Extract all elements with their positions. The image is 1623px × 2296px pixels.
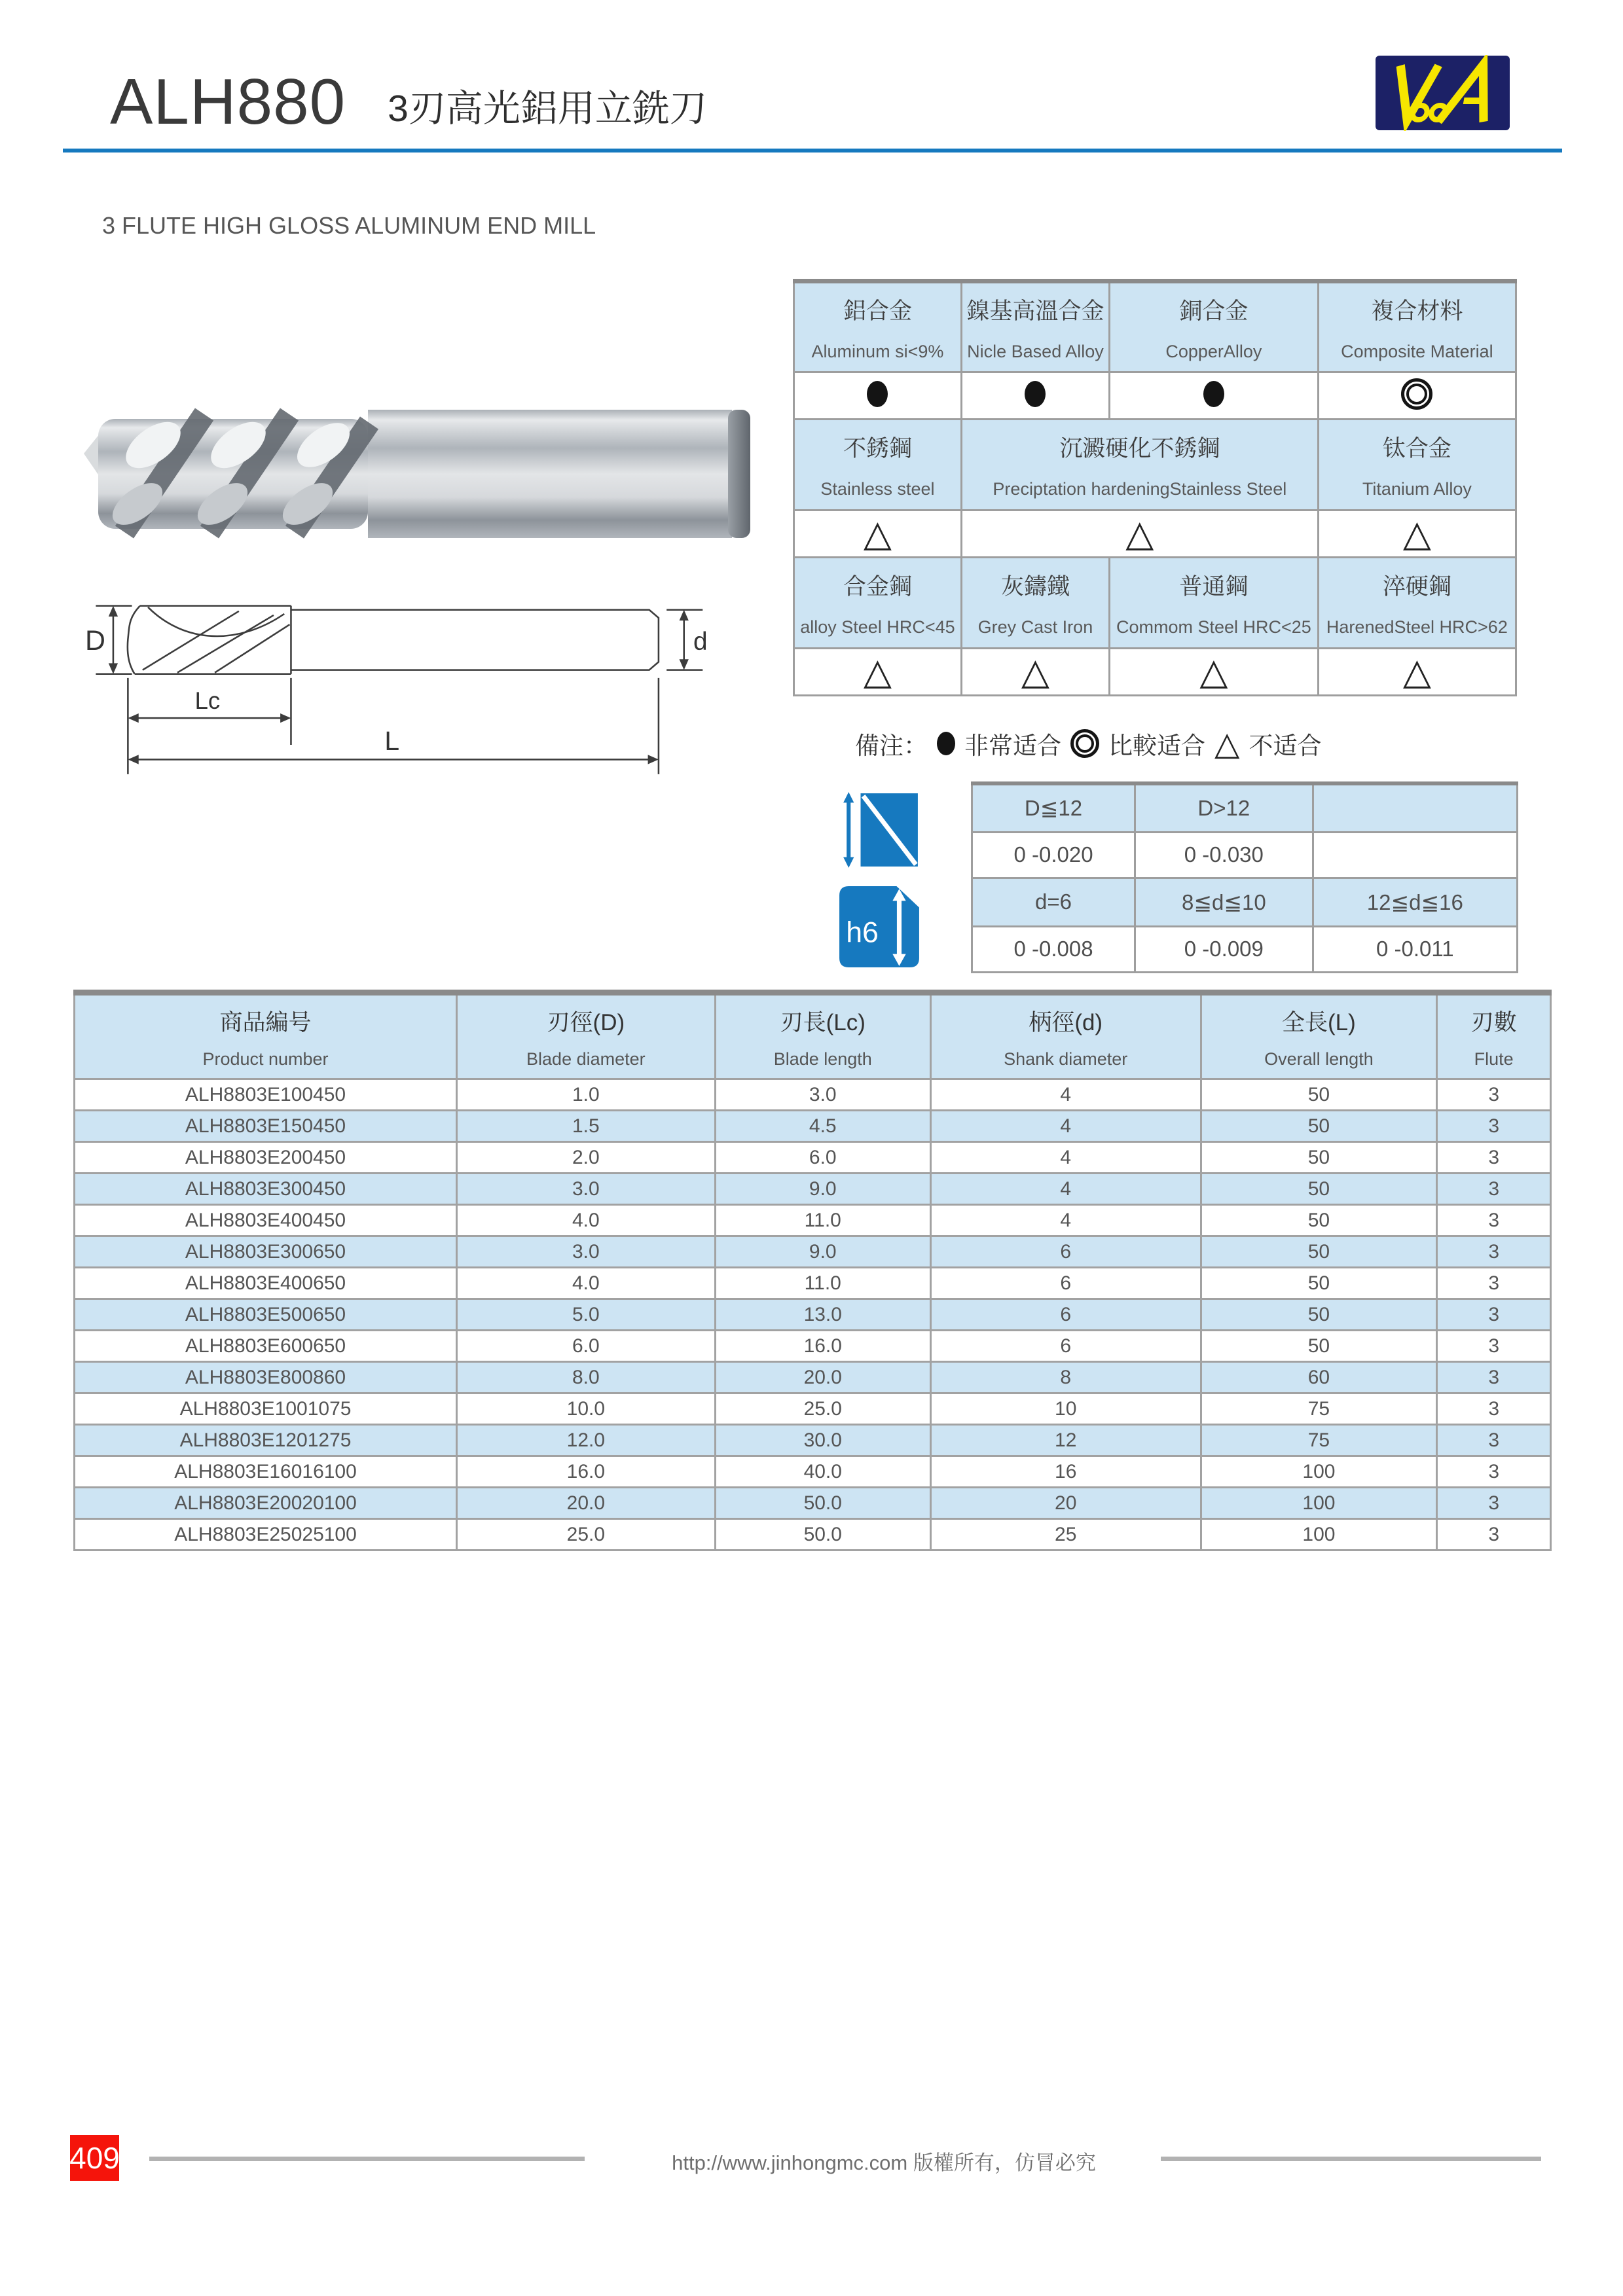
spec-value-cell: 3 — [1437, 1174, 1551, 1205]
table-header-row — [75, 993, 1551, 1079]
endmill-photo-image — [73, 385, 761, 562]
spec-value-cell: 50 — [1201, 1236, 1437, 1268]
table-row — [972, 783, 1518, 832]
table-row — [972, 878, 1518, 926]
material-name-en: Preciptation hardeningStainless Steel — [993, 478, 1287, 499]
dim-label-Lc: Lc — [194, 687, 221, 714]
h6-shank-tolerance-icon — [838, 885, 921, 969]
suitability-symbol-cell — [961, 372, 1109, 420]
table-row — [794, 511, 1516, 558]
product-number-cell: ALH8803E400450 — [75, 1205, 457, 1236]
product-spec-table — [73, 990, 1552, 1551]
suitability-symbol-cell — [794, 511, 962, 558]
spec-value-cell: 60 — [1201, 1362, 1437, 1393]
triangle-icon: △ — [1199, 650, 1228, 693]
product-number-cell: ALH8803E600650 — [75, 1331, 457, 1362]
legend-item-text: 不适合 — [1249, 732, 1322, 759]
material-name-en: Composite Material — [1341, 341, 1493, 361]
subtitle-cn: 3刃高光鋁用立銑刀 — [388, 88, 707, 130]
spec-value-cell: 25.0 — [457, 1519, 716, 1551]
table-row — [75, 1393, 1551, 1425]
tolerance-cell — [1313, 832, 1517, 878]
endmill-photo — [73, 385, 761, 562]
dim-label-D: D — [85, 625, 105, 656]
spec-value-cell: 20 — [930, 1488, 1201, 1519]
table-row — [75, 1362, 1551, 1393]
spec-value-cell: 6.0 — [715, 1142, 930, 1174]
tolerance-cell: D>12 — [1135, 783, 1313, 832]
spec-value-cell: 4.0 — [457, 1205, 716, 1236]
spec-value-cell: 12 — [930, 1425, 1201, 1456]
spec-value-cell: 3 — [1437, 1393, 1551, 1425]
spec-value-cell: 3 — [1437, 1205, 1551, 1236]
material-header-cell — [961, 281, 1109, 372]
double-circle-icon — [1401, 378, 1432, 410]
spec-value-cell: 20.0 — [715, 1362, 930, 1393]
material-name-cn: 灰鑄鐵 — [1000, 573, 1070, 600]
triangle-icon: △ — [1402, 512, 1431, 555]
filled-circle-icon — [1203, 381, 1224, 407]
suitability-symbol-cell — [794, 372, 962, 420]
material-name-en: CopperAlloy — [1165, 341, 1262, 361]
spec-value-cell: 6 — [930, 1299, 1201, 1331]
spec-value-cell: 75 — [1201, 1425, 1437, 1456]
dimension-diagram — [84, 581, 725, 783]
spec-value-cell: 3.0 — [457, 1174, 716, 1205]
spec-value-cell: 4 — [930, 1205, 1201, 1236]
suitability-symbol-cell — [961, 511, 1318, 558]
column-header — [75, 993, 457, 1079]
material-name-en: alloy Steel HRC<45 — [800, 617, 955, 637]
spec-value-cell: 16 — [930, 1456, 1201, 1488]
spec-value-cell: 1.5 — [457, 1111, 716, 1142]
material-name-cn: 沉澱硬化不銹鋼 — [1059, 435, 1220, 461]
dim-label-L: L — [384, 726, 400, 757]
product-number-cell: ALH8803E150450 — [75, 1111, 457, 1142]
spec-value-cell: 10 — [930, 1393, 1201, 1425]
table-row — [972, 926, 1518, 972]
table-row — [794, 281, 1516, 372]
material-header-cell — [1318, 558, 1516, 649]
tolerance-cell: D≦12 — [972, 783, 1135, 832]
material-name-cn: 普通鋼 — [1179, 573, 1249, 600]
spec-value-cell: 16.0 — [457, 1456, 716, 1488]
suitability-symbol-cell — [1110, 372, 1319, 420]
material-header-cell — [1318, 420, 1516, 511]
suitability-symbol-cell — [1318, 372, 1516, 420]
legend-item-text: 比較适合 — [1108, 732, 1205, 759]
material-header-cell — [1110, 281, 1319, 372]
spec-value-cell: 100 — [1201, 1519, 1437, 1551]
spec-value-cell: 50.0 — [715, 1519, 930, 1551]
tolerance-cell: 0 -0.008 — [972, 926, 1135, 972]
table-row — [794, 649, 1516, 696]
dimension-diagram-image — [84, 581, 725, 783]
spec-value-cell: 4 — [930, 1079, 1201, 1111]
column-header-cn: 刃數 — [1470, 1009, 1517, 1035]
suitability-legend — [855, 724, 1321, 763]
spec-value-cell: 4 — [930, 1174, 1201, 1205]
spec-value-cell: 10.0 — [457, 1393, 716, 1425]
spec-value-cell: 4.0 — [457, 1268, 716, 1299]
suitability-symbol-cell — [1110, 649, 1319, 696]
tolerance-cell: 0 -0.020 — [972, 832, 1135, 878]
spec-value-cell: 6.0 — [457, 1331, 716, 1362]
material-name-cn: 不銹鋼 — [843, 435, 912, 461]
spec-value-cell: 3 — [1437, 1488, 1551, 1519]
spec-value-cell: 50 — [1201, 1299, 1437, 1331]
column-header-en: Product number — [202, 1049, 329, 1069]
spec-value-cell: 30.0 — [715, 1425, 930, 1456]
spec-value-cell: 6 — [930, 1236, 1201, 1268]
column-header — [715, 993, 930, 1079]
material-name-en: Aluminum si<9% — [811, 341, 944, 361]
spec-value-cell: 50 — [1201, 1205, 1437, 1236]
column-header-cn: 商品編号 — [219, 1009, 312, 1035]
product-number-cell: ALH8803E300650 — [75, 1236, 457, 1268]
page-title: ALH880 — [110, 65, 346, 137]
product-number-cell: ALH8803E400650 — [75, 1268, 457, 1299]
suitability-symbol-cell — [1318, 649, 1516, 696]
column-header-cn: 柄徑(d) — [1029, 1009, 1103, 1035]
triangle-icon: △ — [863, 650, 892, 693]
spec-value-cell: 3.0 — [457, 1236, 716, 1268]
column-header — [1437, 993, 1551, 1079]
column-header-en: Blade length — [773, 1049, 872, 1069]
material-name-cn: 複合材料 — [1371, 298, 1463, 324]
spec-value-cell: 100 — [1201, 1488, 1437, 1519]
spec-value-cell: 6 — [930, 1268, 1201, 1299]
spec-value-cell: 50 — [1201, 1174, 1437, 1205]
column-header — [1201, 993, 1437, 1079]
material-header-cell — [961, 558, 1109, 649]
column-header-en: Blade diameter — [526, 1049, 646, 1069]
product-number-cell: ALH8803E100450 — [75, 1079, 457, 1111]
table-row — [75, 1142, 1551, 1174]
spec-value-cell: 16.0 — [715, 1331, 930, 1362]
double-circle-icon — [1070, 729, 1099, 758]
tolerance-cell: 12≦d≦16 — [1313, 878, 1517, 926]
spec-value-cell: 75 — [1201, 1393, 1437, 1425]
spec-value-cell: 50 — [1201, 1268, 1437, 1299]
material-header-cell — [961, 420, 1318, 511]
spec-value-cell: 25 — [930, 1519, 1201, 1551]
table-row — [794, 420, 1516, 511]
table-row — [794, 372, 1516, 420]
table-row — [75, 1205, 1551, 1236]
spec-value-cell: 13.0 — [715, 1299, 930, 1331]
spec-value-cell: 6 — [930, 1331, 1201, 1362]
material-name-cn: 鋁合金 — [843, 298, 912, 324]
material-name-en: HarenedSteel HRC>62 — [1326, 617, 1508, 637]
page-number-badge: 409 — [70, 2135, 119, 2181]
filled-circle-icon — [867, 381, 888, 407]
triangle-icon: △ — [1021, 650, 1049, 693]
table-row — [75, 1236, 1551, 1268]
column-header — [930, 993, 1201, 1079]
table-row — [75, 1079, 1551, 1111]
material-name-cn: 钛合金 — [1382, 435, 1451, 461]
dim-label-d: d — [693, 628, 708, 656]
product-number-cell: ALH8803E300450 — [75, 1174, 457, 1205]
material-name-cn: 合金鋼 — [843, 573, 912, 600]
spec-value-cell: 11.0 — [715, 1268, 930, 1299]
material-header-cell — [794, 420, 962, 511]
table-row — [75, 1425, 1551, 1456]
spec-value-cell: 50.0 — [715, 1488, 930, 1519]
legend-label: 備注： — [855, 732, 928, 759]
table-row — [75, 1456, 1551, 1488]
column-header-cn: 刃長(Lc) — [780, 1009, 866, 1035]
filled-circle-icon — [937, 732, 955, 755]
spec-value-cell: 3 — [1437, 1299, 1551, 1331]
tolerance-cell: d=6 — [972, 878, 1135, 926]
spec-value-cell: 11.0 — [715, 1205, 930, 1236]
tolerance-table — [971, 781, 1518, 973]
spec-value-cell: 3 — [1437, 1236, 1551, 1268]
table-row — [75, 1299, 1551, 1331]
product-number-cell: ALH8803E200450 — [75, 1142, 457, 1174]
product-number-cell: ALH8803E500650 — [75, 1299, 457, 1331]
triangle-icon: △ — [1214, 725, 1240, 762]
spec-value-cell: 4.5 — [715, 1111, 930, 1142]
diameter-tolerance-icon — [841, 789, 921, 870]
table-row — [75, 1111, 1551, 1142]
spec-value-cell: 9.0 — [715, 1236, 930, 1268]
material-name-en: Nicle Based Alloy — [967, 341, 1104, 361]
triangle-icon: △ — [863, 512, 892, 555]
page-header — [110, 65, 707, 137]
footer-copyright: http://www.jinhongmc.com 版權所有，仿冒必究 — [672, 2151, 1096, 2174]
spec-value-cell: 5.0 — [457, 1299, 716, 1331]
column-header-en: Flute — [1474, 1049, 1514, 1069]
column-header — [457, 993, 716, 1079]
material-name-en: Commom Steel HRC<25 — [1116, 617, 1311, 637]
spec-value-cell: 4 — [930, 1111, 1201, 1142]
footer-rule-right — [1161, 2157, 1541, 2161]
product-number-cell: ALH8803E25025100 — [75, 1519, 457, 1551]
material-name-en: Stainless steel — [820, 478, 935, 499]
triangle-icon: △ — [1125, 512, 1154, 555]
material-header-cell — [794, 558, 962, 649]
table-row — [75, 1488, 1551, 1519]
table-row — [794, 558, 1516, 649]
spec-value-cell: 3.0 — [715, 1079, 930, 1111]
spec-value-cell: 8.0 — [457, 1362, 716, 1393]
material-header-cell — [1318, 281, 1516, 372]
table-row — [75, 1519, 1551, 1551]
spec-value-cell: 3 — [1437, 1079, 1551, 1111]
footer-rule-left — [149, 2157, 585, 2161]
spec-value-cell: 3 — [1437, 1519, 1551, 1551]
column-header-cn: 刃徑(D) — [547, 1009, 625, 1035]
spec-value-cell: 8 — [930, 1362, 1201, 1393]
material-name-cn: 鎳基高溫合金 — [966, 298, 1104, 324]
material-name-cn: 淬硬鋼 — [1382, 573, 1451, 600]
h6-label: h6 — [846, 916, 879, 949]
legend-item-text: 非常适合 — [964, 732, 1061, 759]
column-header-cn: 全長(L) — [1282, 1009, 1356, 1035]
table-row — [75, 1268, 1551, 1299]
spec-value-cell: 1.0 — [457, 1079, 716, 1111]
material-name-en: Grey Cast Iron — [977, 617, 1093, 637]
suitability-symbol-cell — [1318, 511, 1516, 558]
spec-value-cell: 9.0 — [715, 1174, 930, 1205]
spec-value-cell: 3 — [1437, 1142, 1551, 1174]
tolerance-cell: 0 -0.009 — [1135, 926, 1313, 972]
filled-circle-icon — [1025, 381, 1046, 407]
subtitle-en: 3 FLUTE HIGH GLOSS ALUMINUM END MILL — [102, 212, 596, 239]
product-number-cell: ALH8803E1201275 — [75, 1425, 457, 1456]
column-header-en: Shank diameter — [1004, 1049, 1128, 1069]
spec-value-cell: 20.0 — [457, 1488, 716, 1519]
spec-value-cell: 2.0 — [457, 1142, 716, 1174]
spec-value-cell: 3 — [1437, 1268, 1551, 1299]
material-header-cell — [794, 281, 962, 372]
tolerance-cell — [1313, 783, 1517, 832]
table-row — [75, 1174, 1551, 1205]
column-header-en: Overall length — [1264, 1049, 1374, 1069]
spec-value-cell: 40.0 — [715, 1456, 930, 1488]
tolerance-cell: 0 -0.030 — [1135, 832, 1313, 878]
suitability-symbol-cell — [961, 649, 1109, 696]
spec-value-cell: 3 — [1437, 1425, 1551, 1456]
triangle-icon: △ — [1402, 650, 1431, 693]
product-number-cell: ALH8803E20020100 — [75, 1488, 457, 1519]
suitability-symbol-cell — [794, 649, 962, 696]
spec-value-cell: 3 — [1437, 1331, 1551, 1362]
tolerance-cell: 0 -0.011 — [1313, 926, 1517, 972]
spec-value-cell: 50 — [1201, 1142, 1437, 1174]
material-suitability-table — [793, 279, 1517, 696]
tolerance-cell: 8≦d≦10 — [1135, 878, 1313, 926]
spec-value-cell: 50 — [1201, 1331, 1437, 1362]
brand-logo — [1375, 55, 1510, 131]
header-divider — [63, 149, 1562, 152]
product-number-cell: ALH8803E16016100 — [75, 1456, 457, 1488]
table-row — [972, 832, 1518, 878]
spec-value-cell: 100 — [1201, 1456, 1437, 1488]
brand-logo-icon — [1375, 55, 1510, 131]
spec-value-cell: 50 — [1201, 1111, 1437, 1142]
spec-value-cell: 3 — [1437, 1456, 1551, 1488]
table-row — [75, 1331, 1551, 1362]
product-number-cell: ALH8803E1001075 — [75, 1393, 457, 1425]
spec-value-cell: 3 — [1437, 1111, 1551, 1142]
material-name-cn: 銅合金 — [1179, 298, 1249, 324]
spec-value-cell: 25.0 — [715, 1393, 930, 1425]
spec-value-cell: 12.0 — [457, 1425, 716, 1456]
material-name-en: Titanium Alloy — [1362, 478, 1472, 499]
material-header-cell — [1110, 558, 1319, 649]
spec-value-cell: 3 — [1437, 1362, 1551, 1393]
spec-value-cell: 4 — [930, 1142, 1201, 1174]
spec-value-cell: 50 — [1201, 1079, 1437, 1111]
product-number-cell: ALH8803E800860 — [75, 1362, 457, 1393]
